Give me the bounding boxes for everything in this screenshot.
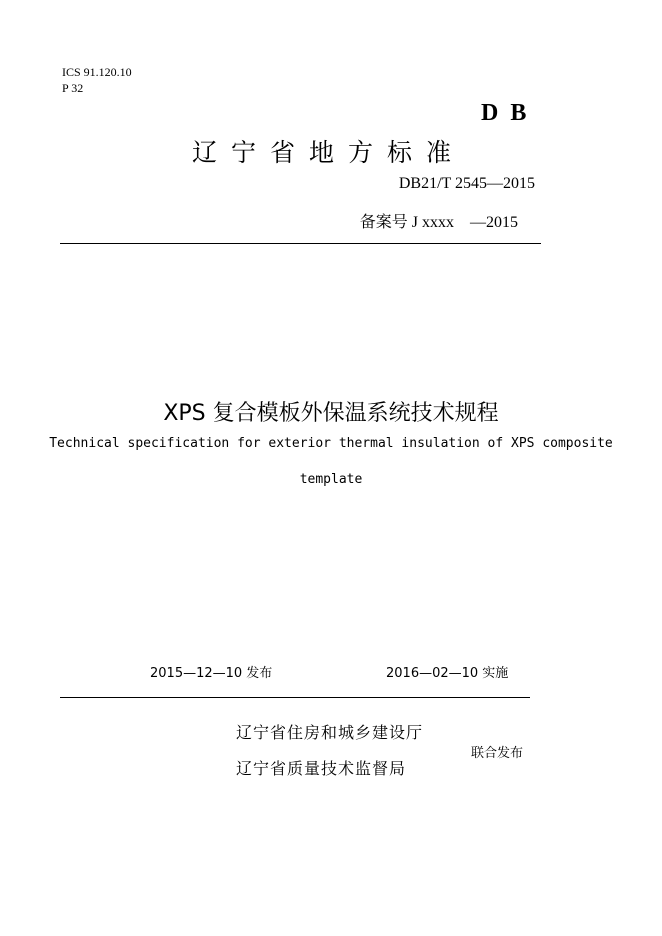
footer-divider	[60, 697, 530, 698]
header-divider	[60, 243, 541, 244]
english-title-line-1: Technical specification for exterior thermal insulation of XPS composite	[49, 436, 613, 451]
issuer-housing-department: 辽宁省住房和城乡建设厅	[236, 723, 424, 742]
issue-date: 2015—12—10 发布	[150, 666, 273, 681]
issuer-quality-bureau: 辽宁省质量技术监督局	[236, 759, 407, 778]
issuer-title: 辽宁省地方标准	[192, 138, 466, 167]
english-title-line-2: template	[299, 472, 363, 487]
joint-release-label: 联合发布	[471, 746, 524, 761]
record-number: 备案号 J xxxx —2015	[359, 214, 518, 231]
standard-number: DB21/T 2545—2015	[398, 175, 535, 192]
classification-code: P 32	[62, 81, 84, 95]
db-mark: D B	[481, 100, 530, 126]
ics-code: ICS 91.120.10	[62, 65, 132, 79]
implementation-date: 2016—02—10 实施	[386, 666, 509, 681]
page-title: XPS 复合模板外保温系统技术规程	[163, 401, 499, 426]
